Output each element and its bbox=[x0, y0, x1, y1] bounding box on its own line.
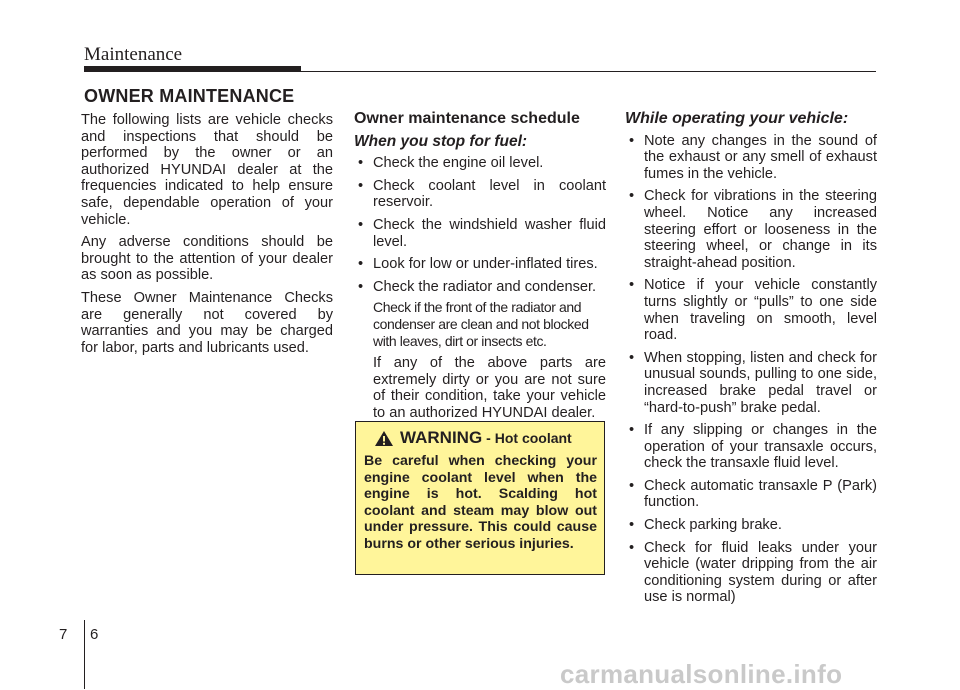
list-item: • Check coolant level in coolant reservoir. bbox=[358, 177, 606, 211]
list-item: • Look for low or under-inflated tires. bbox=[358, 256, 598, 273]
intro-paragraph-1: The following lists are vehicle checks and inspections that should be performed by the owner or an authorized HYUNDAI dealer at the frequencies indicated to help ensure safe, dependable operation of your vehicle. bbox=[81, 112, 333, 228]
operating-subheading: While operating your vehicle: bbox=[625, 110, 849, 127]
header-rule-thin bbox=[301, 71, 876, 72]
warning-word: WARNING bbox=[400, 428, 483, 447]
list-item: • Check the windshield washer fluid level. bbox=[358, 216, 606, 250]
list-item: • Check the radiator and condenser. bbox=[358, 278, 597, 295]
list-item: • Check for fluid leaks under your vehicle (water dripping from the air conditioning system during or after use is normal) bbox=[629, 539, 877, 606]
operating-list bbox=[625, 133, 877, 606]
warning-triangle-icon bbox=[374, 430, 394, 447]
warning-box bbox=[355, 421, 605, 575]
list-item: • When stopping, listen and check for unusual sounds, pulling to one side, increased brake pedal travel or “hard-to-push” brake pedal. bbox=[629, 349, 877, 416]
list-item: • Check parking brake. bbox=[629, 517, 782, 534]
fuel-stop-subheading: When you stop for fuel: bbox=[354, 132, 528, 150]
schedule-heading: Owner maintenance schedule bbox=[354, 110, 580, 127]
fuel-stop-list bbox=[354, 155, 606, 295]
warning-body: Be careful when checking your engine coolant level when the engine is hot. Scalding hot coolant and steam may blow out under pressure. This could cause burns or other serious injuries. bbox=[364, 453, 597, 552]
list-item: • Check automatic transaxle P (Park) function. bbox=[629, 477, 877, 511]
list-item: • Check the engine oil level. bbox=[358, 155, 544, 172]
list-item: • If any slipping or changes in the operation of your transaxle occurs, check the transaxle fluid level. bbox=[629, 422, 877, 472]
watermark: carmanualsonline.info bbox=[560, 659, 843, 689]
list-item: • Check for vibrations in the steering wheel. Notice any increased steering effort or looseness in the steering wheel, or change in its straight-ahead position. bbox=[629, 188, 877, 271]
header-title: Maintenance bbox=[84, 44, 183, 65]
warning-title bbox=[374, 428, 597, 448]
radiator-note: Check if the front of the radiator and condenser are clean and not blocked with leaves, dirt or insects etc. bbox=[373, 299, 589, 349]
header-rule-thick bbox=[84, 66, 301, 72]
section-heading: OWNER MAINTENANCE bbox=[84, 86, 295, 106]
warning-subtitle: - Hot coolant bbox=[486, 430, 572, 446]
operating-column bbox=[625, 111, 877, 612]
page-number-rule bbox=[84, 620, 85, 689]
intro-paragraph-2: Any adverse conditions should be brought to the attention of your dealer as soon as possible. bbox=[81, 234, 333, 284]
dealer-note: If any of the above parts are extremely dirty or you are not sure of their condition, take your vehicle to an authorized HYUNDAI dealer. bbox=[373, 355, 606, 421]
schedule-column bbox=[354, 111, 606, 428]
list-item: • Note any changes in the sound of the exhaust or any smell of exhaust fumes in the vehicle. bbox=[629, 132, 877, 182]
page-number: 6 bbox=[90, 626, 99, 643]
chapter-number: 7 bbox=[59, 626, 68, 643]
intro-column bbox=[81, 112, 333, 362]
intro-paragraph-3: These Owner Maintenance Checks are generally not covered by warranties and you may be charged for labor, parts and lubricants used. bbox=[81, 289, 333, 356]
list-item: • Notice if your vehicle constantly turns slightly or “pulls” to one side when traveling on smooth, level road. bbox=[629, 277, 877, 344]
